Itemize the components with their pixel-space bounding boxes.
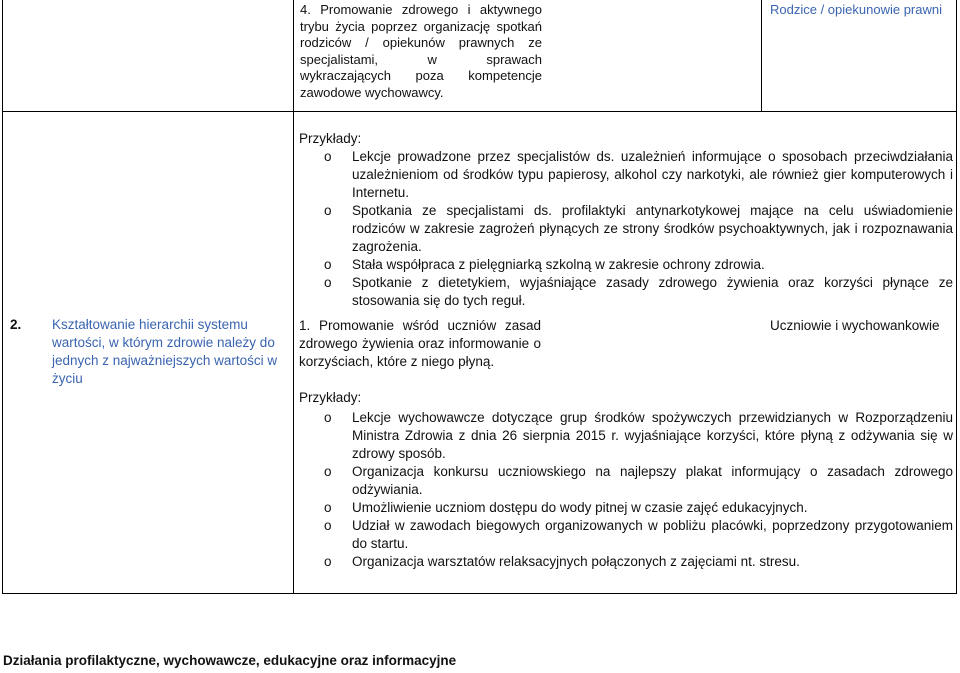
list-item: o Spotkanie z dietetykiem, wyjaśniające zasady zdrowego żywienia oraz korzyści płynące ze stosowania się do tych reguł. — [324, 275, 953, 308]
list-item: o Umożliwienie uczniom dostępu do wody pitnej w czasie zajęć edukacyjnych. — [324, 500, 808, 515]
bullet-icon: o — [324, 275, 332, 290]
list-item: o Organizacja konkursu uczniowskiego na najlepszy plakat informujący o zasadach zdrowego odżywiania. — [324, 464, 953, 497]
examples-list-2 — [299, 409, 953, 571]
bullet-icon: o — [324, 149, 332, 164]
list-item: o Organizacja warsztatów relaksacyjnych połączonych z zajęciami nt. stresu. — [324, 554, 800, 569]
bullet-icon: o — [324, 464, 332, 479]
list-item: o Udział w zawodach biegowych organizowanych w pobliżu placówki, poprzedzony przygotowaniem do startu. — [324, 518, 953, 551]
bullet-icon: o — [324, 257, 332, 272]
row-divider — [2, 111, 957, 112]
examples-list-1 — [299, 148, 953, 310]
goal-text: Kształtowanie hierarchii systemu wartości, w którym zdrowie należy do jednych z najważniejszych wartości w życiu — [52, 317, 278, 386]
table-border-bottom — [2, 593, 957, 594]
examples-heading-1: Przykłady: — [299, 131, 362, 146]
section-heading: Działania profilaktyczne, wychowawcze, edukacyjne oraz informacyjne — [3, 653, 457, 668]
table-border-right — [956, 0, 957, 594]
list-item: o Spotkania ze specjalistami ds. profilaktyki antynarkotykowej mające na celu uświadomienie rodziców w zakresie zagrożeń płynących ze strony środków psychoaktywnych, jak i rozpoznawania zagrożenia. — [324, 203, 953, 254]
plan-table — [2, 0, 957, 594]
column-divider-2 — [761, 0, 762, 111]
list-item: o Lekcje prowadzone przez specjalistów ds. uzależnień informujące o sposobach przeciwdziałania uzależnieniom od środków typu papierosy, alkohol czy narkotyki, ale również gier komputerowych i Internetu. — [324, 149, 953, 200]
bullet-icon: o — [324, 518, 332, 533]
list-item: o Stała współpraca z pielęgniarką szkolną w zakresie ochrony zdrowia. — [324, 257, 765, 272]
recipients-students: Uczniowie i wychowankowie — [770, 318, 940, 333]
bullet-icon: o — [324, 410, 332, 425]
column-divider-1 — [293, 0, 294, 594]
bullet-icon: o — [324, 554, 332, 569]
table-border-left — [2, 0, 3, 594]
activity-1-text: 1. Promowanie wśród uczniów zasad zdrowego żywienia oraz informowanie o korzyściach, które z niego płyną. — [299, 318, 541, 369]
examples-heading-2: Przykłady: — [299, 390, 362, 405]
list-item: o Lekcje wychowawcze dotyczące grup środków spożywczych przewidzianych w Rozporządzeniu Ministra Zdrowia z dnia 26 sierpnia 2015 r. wyjaśniające korzyści, które płyną z odżywania się w zdrowy sposób. — [324, 410, 953, 461]
activity-4-text: 4. Promowanie zdrowego i aktywnego trybu życia poprzez organizację spotkań rodziców / opiekunów prawnych ze specjalistami, w sprawach wykraczających poza kompetencje zawodowe wychowawcy. — [300, 2, 542, 100]
recipients-parents: Rodzice / opiekunowie prawni — [770, 2, 942, 17]
bullet-icon: o — [324, 500, 332, 515]
row-number: 2. — [10, 317, 22, 332]
bullet-icon: o — [324, 203, 332, 218]
